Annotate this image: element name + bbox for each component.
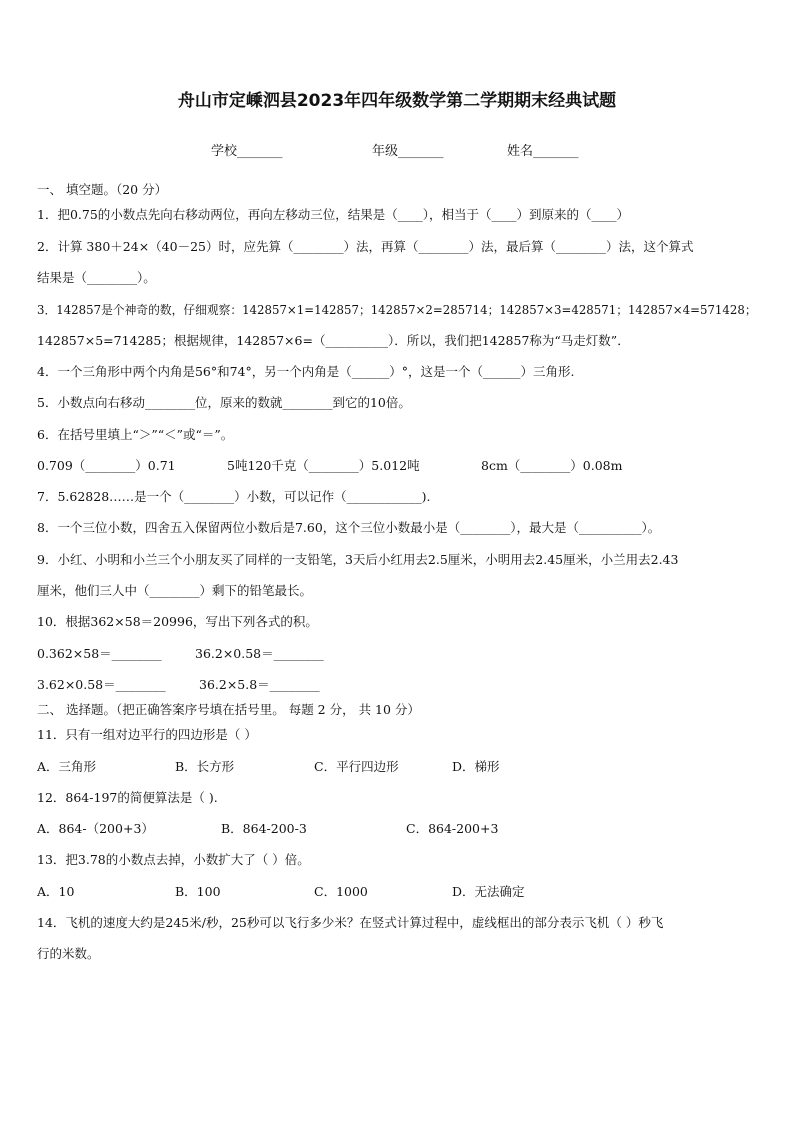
question-9-line-1: 9．小红、小明和小兰三个小朋友买了同样的一支铅笔，3天后小红用去2.5厘米，小明用去2.45厘米，小兰用去2.43 — [37, 552, 679, 567]
option-b: B．864-200-3 — [221, 821, 307, 836]
question-4: 4．一个三角形中两个内角是56°和74°，另一个内角是（______）°，这是一个（______）三角形. — [37, 364, 575, 379]
question-6-item: 8cm（________）0.08m — [481, 458, 623, 473]
section-heading-multiple-choice: 二、 选择题。（把正确答案序号填在括号里。 每题 2 分， 共 10 分） — [37, 702, 420, 717]
page-title: 舟山市定嵊泗县2023年四年级数学第二学期期末经典试题 — [177, 91, 617, 111]
question-13: 13．把3.78的小数点去掉，小数扩大了（ ）倍。 — [37, 852, 310, 867]
question-11: 11．只有一组对边平行的四边形是（ ） — [37, 727, 257, 742]
question-7: 7．5.62828……是一个（________）小数，可以记作（____________). — [37, 489, 431, 504]
option-c: C．平行四边形 — [314, 759, 399, 774]
question-10-item: 36.2×0.58＝________ — [195, 646, 324, 661]
grade-field: 年级_______ — [372, 144, 444, 159]
question-2-line-1: 2．计算 380＋24×（40－25）时，应先算（________）法，再算（________）法，最后算（________）法，这个算式 — [37, 239, 694, 254]
question-10-item: 0.362×58＝________ — [37, 646, 162, 661]
option-d: D．梯形 — [452, 759, 500, 774]
question-5: 5．小数点向右移动________位，原来的数就________到它的10倍。 — [37, 395, 411, 410]
option-d: D．无法确定 — [452, 884, 525, 899]
option-c: C．1000 — [314, 884, 368, 899]
question-14-line-2: 行的米数。 — [37, 946, 100, 961]
question-3-line-2: 142857×5=714285；根据规律，142857×6=（__________）．所以，我们把142857称为“马走灯数”． — [37, 333, 630, 348]
name-field: 姓名_______ — [507, 144, 579, 159]
question-9-line-2: 厘米，他们三人中（________）剩下的铅笔最长。 — [37, 583, 313, 598]
section-heading-fill-in: 一、 填空题。（20 分） — [37, 182, 168, 197]
question-1: 1．把0.75的小数点先向右移动两位，再向左移动三位，结果是（____），相当于（____）到原来的（____） — [37, 207, 630, 222]
question-12: 12．864-197的简便算法是（ ). — [37, 790, 218, 805]
question-3-line-1: 3．142857是个神奇的数，仔细观察：142857×1=142857；142857×2=285714；142857×3=428571；142857×4=571428； — [37, 303, 757, 317]
option-a: A．864-（200+3） — [37, 821, 154, 836]
question-14-line-1: 14．飞机的速度大约是245米/秒，25秒可以飞行多少米？在竖式计算过程中，虚线框出的部分表示飞机（ ）秒飞 — [37, 915, 664, 930]
option-b: B．长方形 — [175, 759, 235, 774]
option-a: A．10 — [37, 884, 75, 899]
question-6-item: 5吨120千克（________）5.012吨 — [227, 458, 420, 473]
question-10-item: 36.2×5.8＝________ — [199, 677, 320, 692]
question-10-item: 3.62×0.58＝________ — [37, 677, 166, 692]
option-a: A．三角形 — [37, 759, 97, 774]
question-8: 8．一个三位小数，四舍五入保留两位小数后是7.60，这个三位小数最小是（________），最大是（__________）。 — [37, 520, 661, 535]
question-6-item: 0.709（________）0.71 — [37, 458, 176, 473]
question-2-line-2: 结果是（________）。 — [37, 270, 156, 285]
question-10: 10．根据362×58＝20996，写出下列各式的积。 — [37, 614, 318, 629]
question-6: 6．在括号里填上“＞”“＜”或“＝”。 — [37, 427, 234, 442]
option-c: C．864-200+3 — [406, 821, 499, 836]
school-field: 学校_______ — [211, 144, 283, 159]
option-b: B．100 — [175, 884, 221, 899]
